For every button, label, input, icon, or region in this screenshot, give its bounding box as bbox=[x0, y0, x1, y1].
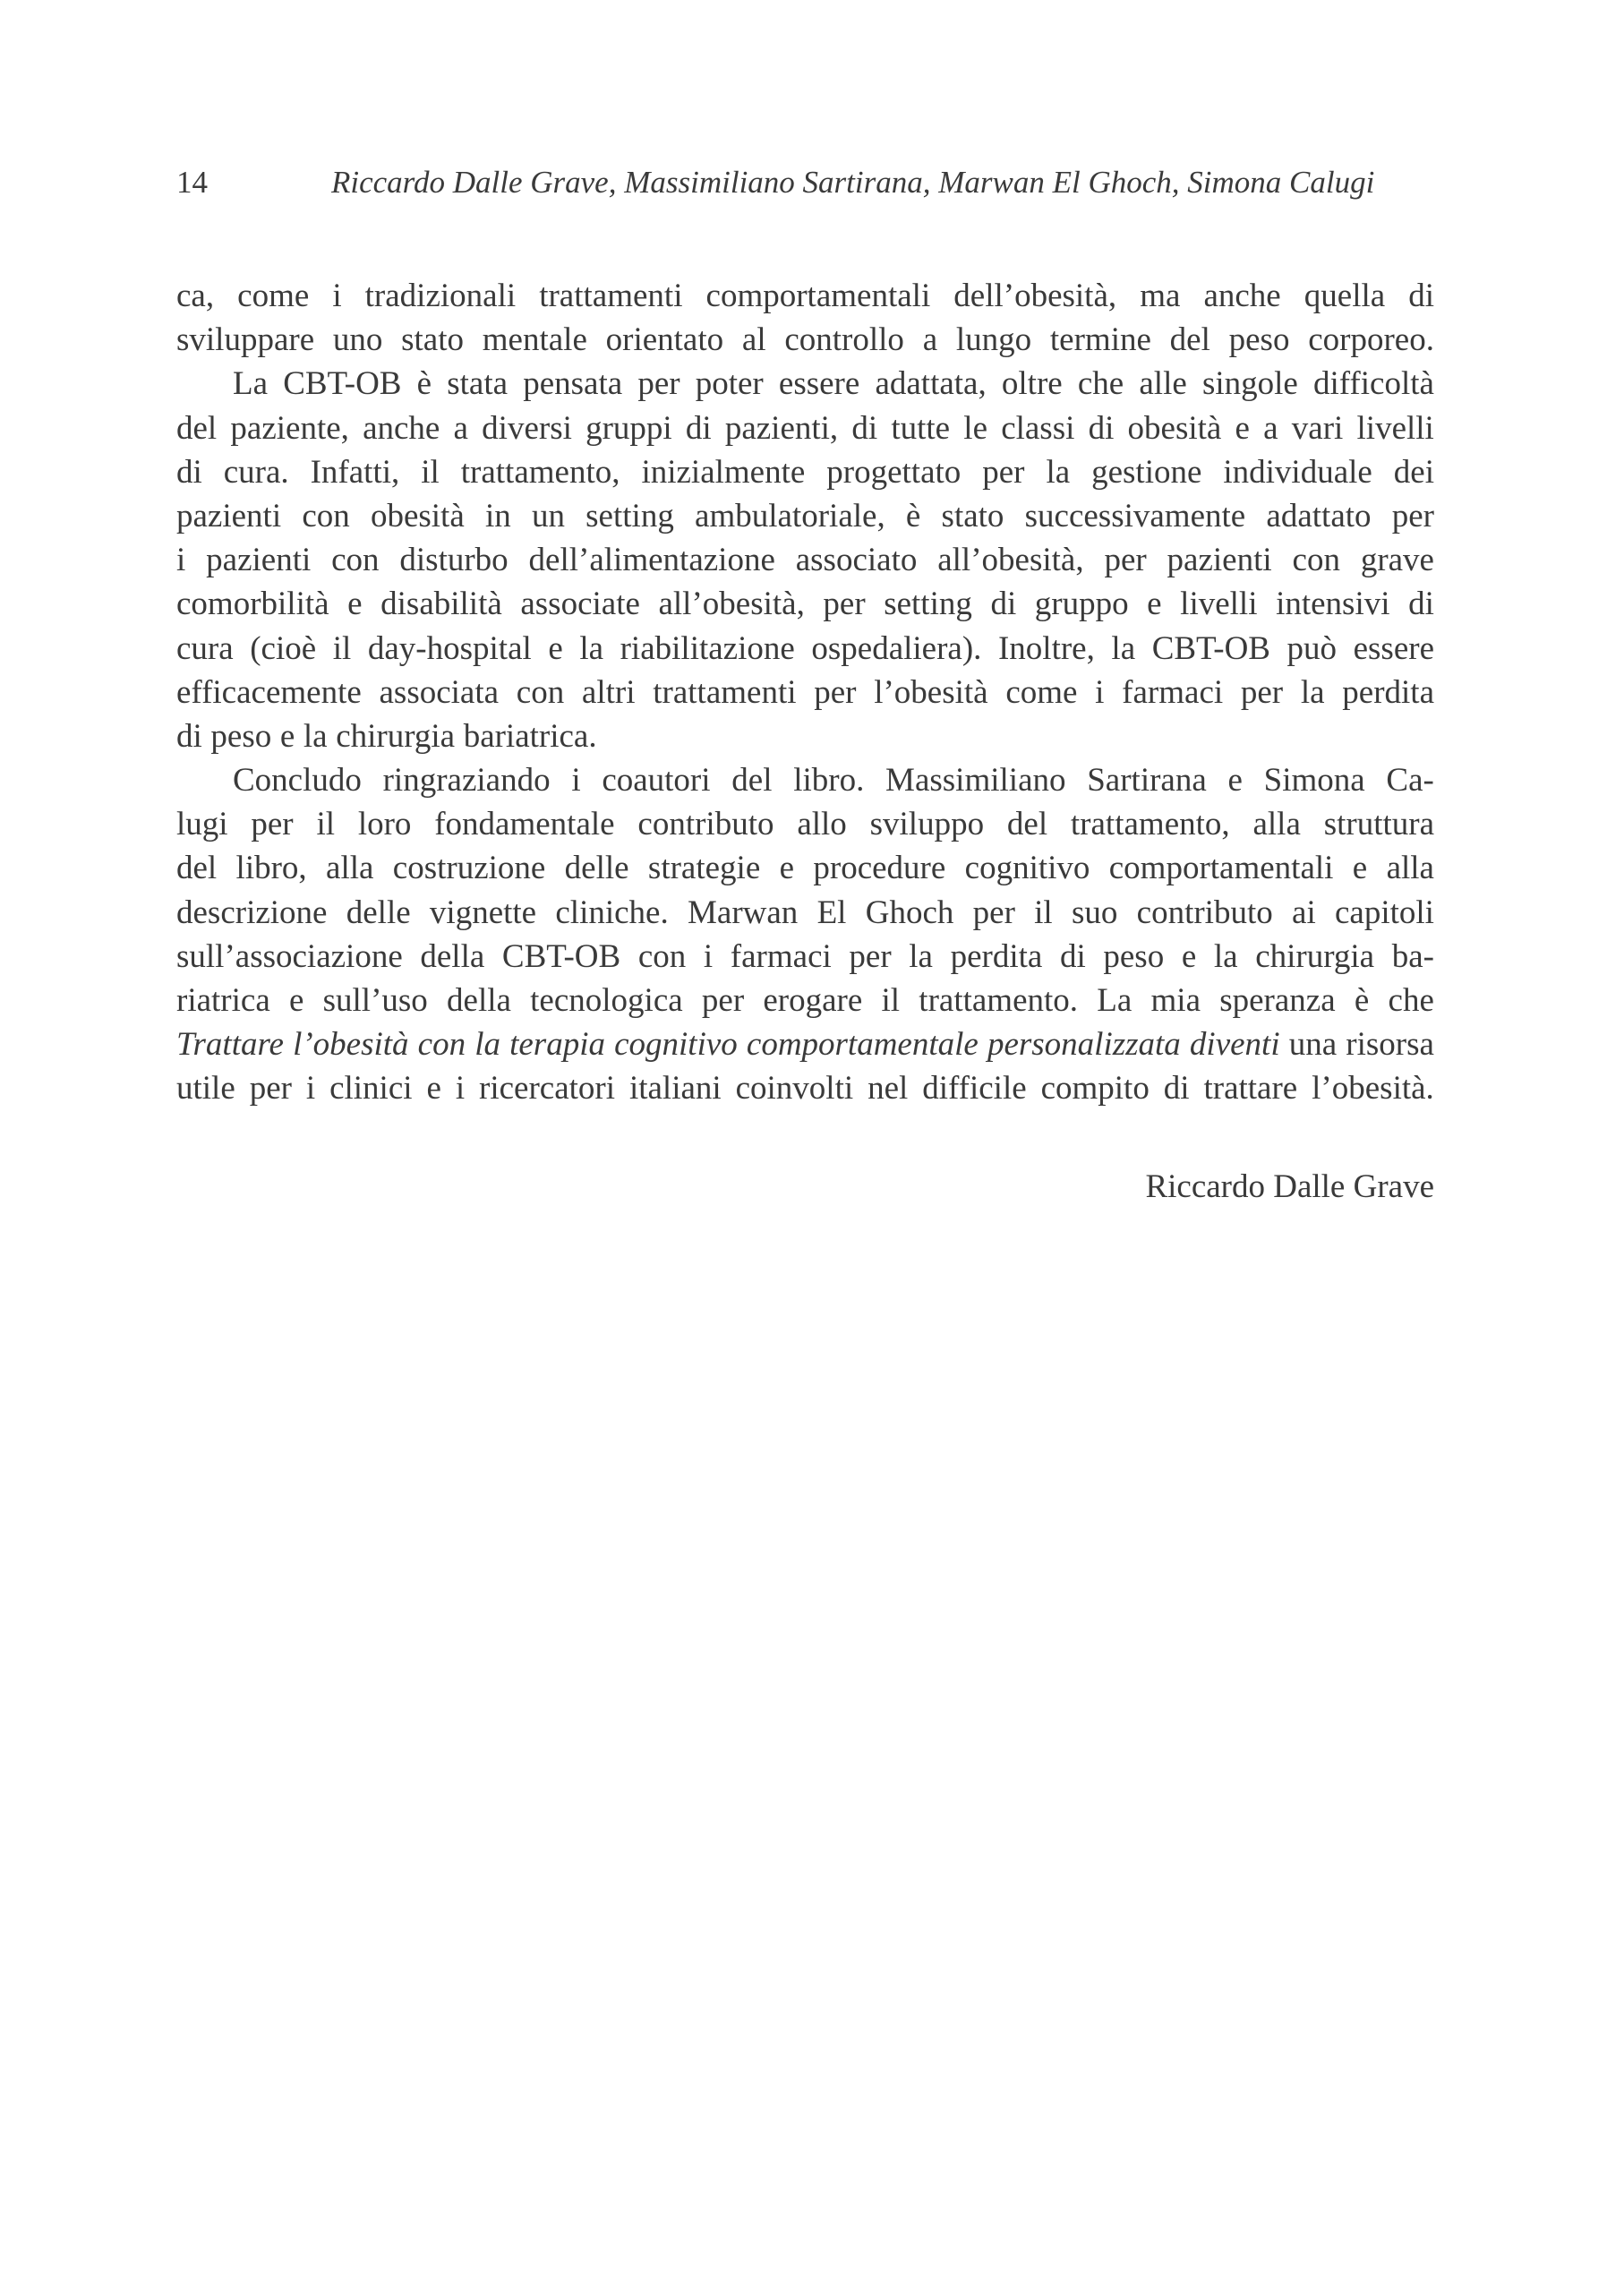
word: nel bbox=[868, 1070, 909, 1108]
word: individuale bbox=[1223, 453, 1372, 491]
word: il bbox=[421, 453, 440, 491]
word: i bbox=[305, 1070, 316, 1108]
word: ai bbox=[1292, 894, 1316, 931]
word: CBT-OB bbox=[1151, 629, 1270, 667]
word: della bbox=[447, 982, 511, 1019]
word: la bbox=[909, 937, 933, 975]
italic-word: diventi bbox=[1189, 1026, 1280, 1064]
word: libro. bbox=[793, 762, 865, 800]
word: di bbox=[990, 586, 1017, 623]
word: anche bbox=[1203, 278, 1281, 314]
word: una bbox=[1288, 1026, 1338, 1064]
word: Ca- bbox=[1386, 762, 1434, 800]
text-line bbox=[176, 935, 1434, 979]
word: erogare bbox=[763, 982, 863, 1019]
word: del bbox=[176, 409, 218, 447]
word: dell’alimentazione bbox=[528, 542, 775, 579]
word: poter bbox=[695, 365, 764, 403]
word: per bbox=[814, 673, 857, 711]
word: per bbox=[1240, 673, 1284, 711]
word: all’obesità, bbox=[937, 542, 1084, 579]
word: ospedaliera). bbox=[811, 629, 982, 667]
word: gruppo bbox=[1034, 586, 1129, 623]
word: El bbox=[816, 894, 847, 931]
word: anche bbox=[363, 409, 440, 447]
word: loro bbox=[357, 806, 412, 843]
word: strategie bbox=[647, 850, 761, 887]
word: il bbox=[332, 629, 352, 667]
word: farmaci bbox=[730, 937, 832, 975]
header-authors: Riccardo Dalle Grave, Massimiliano Sartirana, Marwan El Ghoch, Simona Calugi bbox=[331, 165, 1375, 200]
word: comorbilità bbox=[176, 586, 329, 623]
word: allo bbox=[797, 806, 847, 843]
word: compito bbox=[1040, 1070, 1150, 1108]
word: adattata, bbox=[875, 365, 987, 403]
text-line bbox=[176, 582, 1434, 626]
word: intensivi bbox=[1276, 586, 1390, 623]
word: sviluppare bbox=[176, 321, 315, 359]
word: è bbox=[905, 497, 921, 535]
word: è bbox=[1354, 982, 1370, 1019]
italic-word: l’obesità bbox=[293, 1026, 409, 1064]
word: e bbox=[1147, 586, 1162, 623]
word: di bbox=[1163, 1070, 1190, 1108]
word: quella bbox=[1303, 278, 1386, 314]
word: stata bbox=[447, 365, 509, 403]
text-line bbox=[176, 1022, 1434, 1066]
word: al bbox=[741, 321, 766, 359]
word: i bbox=[455, 1070, 466, 1108]
word: uno bbox=[332, 321, 383, 359]
word: La bbox=[1097, 982, 1133, 1019]
word: inizialmente bbox=[641, 453, 806, 491]
text-line bbox=[176, 802, 1434, 846]
word: a bbox=[1263, 409, 1278, 447]
word: difficile bbox=[922, 1070, 1027, 1108]
word: che bbox=[1077, 365, 1124, 403]
word: coinvolti bbox=[735, 1070, 854, 1108]
word: adattato bbox=[1266, 497, 1372, 535]
word: per bbox=[637, 365, 680, 403]
word: di bbox=[685, 409, 712, 447]
word: Simona bbox=[1263, 762, 1365, 800]
word: descrizione bbox=[176, 894, 328, 931]
word: clinici bbox=[329, 1070, 413, 1108]
word: pensata bbox=[523, 365, 623, 403]
word: per bbox=[972, 894, 1015, 931]
word: in bbox=[484, 497, 511, 535]
word: i bbox=[703, 937, 714, 975]
word: l’obesità bbox=[874, 673, 988, 711]
word: contributo bbox=[1136, 894, 1273, 931]
word: farmaci bbox=[1122, 673, 1224, 711]
word: e bbox=[347, 586, 363, 623]
word: difficoltà bbox=[1312, 365, 1434, 403]
word: un bbox=[531, 497, 565, 535]
word: alle bbox=[1139, 365, 1187, 403]
word: costruzione bbox=[392, 850, 546, 887]
word: chirurgia bbox=[1255, 937, 1375, 975]
word: tradizionali bbox=[364, 278, 517, 314]
word: chirurgia bbox=[336, 717, 456, 755]
word: per bbox=[1391, 497, 1434, 535]
word: del bbox=[731, 762, 773, 800]
word: associata bbox=[379, 673, 500, 711]
word: associato bbox=[795, 542, 918, 579]
word: contributo bbox=[637, 806, 774, 843]
word: per bbox=[701, 982, 745, 1019]
word: ricercatori bbox=[479, 1070, 616, 1108]
word: trattamento, bbox=[460, 453, 620, 491]
word: Sartirana bbox=[1087, 762, 1207, 800]
word: i bbox=[176, 542, 186, 579]
word: Infatti, bbox=[310, 453, 400, 491]
word: struttura bbox=[1323, 806, 1434, 843]
word: di bbox=[1408, 278, 1434, 314]
word: le bbox=[963, 409, 987, 447]
text-line bbox=[176, 538, 1434, 582]
italic-word: cognitivo bbox=[614, 1026, 738, 1064]
text-line bbox=[176, 846, 1434, 890]
word: riatrica bbox=[176, 982, 270, 1019]
word: e bbox=[426, 1070, 441, 1108]
word: la bbox=[1111, 629, 1136, 667]
word: per bbox=[1104, 542, 1147, 579]
word: procedure bbox=[813, 850, 946, 887]
body-text bbox=[176, 274, 1434, 1111]
word: gestione bbox=[1091, 453, 1202, 491]
word: (cioè bbox=[250, 629, 317, 667]
word: essere bbox=[778, 365, 860, 403]
text-line bbox=[176, 671, 1434, 714]
word: obesità bbox=[370, 497, 465, 535]
word: setting bbox=[884, 586, 972, 623]
word: day-hospital bbox=[367, 629, 532, 667]
word: come bbox=[237, 278, 310, 314]
word: associate bbox=[520, 586, 640, 623]
word: è bbox=[416, 365, 432, 403]
word: la bbox=[303, 717, 328, 755]
word: di bbox=[1059, 937, 1086, 975]
word: del bbox=[1169, 321, 1210, 359]
word: l’obesità. bbox=[1312, 1070, 1434, 1108]
signature: Riccardo Dalle Grave bbox=[1145, 1168, 1434, 1205]
word: disabilità bbox=[380, 586, 502, 623]
word: cliniche. bbox=[555, 894, 669, 931]
word: di bbox=[851, 409, 878, 447]
word: alla bbox=[1386, 850, 1434, 887]
word: pazienti, bbox=[724, 409, 839, 447]
text-line bbox=[176, 450, 1434, 494]
word: coautori bbox=[602, 762, 711, 800]
word: ma bbox=[1140, 278, 1181, 314]
word: trattamenti bbox=[653, 673, 797, 711]
word: e bbox=[1181, 937, 1197, 975]
word: livelli bbox=[1356, 409, 1434, 447]
word: della bbox=[420, 937, 485, 975]
word: i bbox=[1095, 673, 1105, 711]
word: il bbox=[316, 806, 335, 843]
word: CBT-OB bbox=[501, 937, 621, 975]
text-line bbox=[176, 714, 1434, 758]
word: speranza bbox=[1219, 982, 1336, 1019]
word: Concludo bbox=[233, 762, 362, 800]
word: paziente, bbox=[230, 409, 349, 447]
word: classi bbox=[1001, 409, 1075, 447]
word: e bbox=[288, 982, 304, 1019]
word: la bbox=[1046, 453, 1071, 491]
word: cognitivo bbox=[964, 850, 1090, 887]
word: a bbox=[453, 409, 468, 447]
word: trattamento. bbox=[919, 982, 1079, 1019]
word: il bbox=[881, 982, 901, 1019]
word: livelli bbox=[1180, 586, 1258, 623]
word: la bbox=[1213, 937, 1238, 975]
word: progettato bbox=[826, 453, 962, 491]
word: corporeo. bbox=[1308, 321, 1434, 359]
word: CBT-OB bbox=[283, 365, 402, 403]
word: riabilitazione bbox=[620, 629, 795, 667]
word: oltre bbox=[1001, 365, 1063, 403]
word: comportamentali bbox=[705, 278, 931, 314]
italic-word: terapia bbox=[509, 1026, 605, 1064]
word: delle bbox=[346, 894, 411, 931]
word: lungo bbox=[955, 321, 1032, 359]
word: risorsa bbox=[1346, 1026, 1434, 1064]
word: vari bbox=[1291, 409, 1344, 447]
italic-word: personalizzata bbox=[987, 1026, 1181, 1064]
word: peso bbox=[210, 717, 272, 755]
word: con bbox=[637, 937, 687, 975]
word: vignette bbox=[429, 894, 537, 931]
word: stato bbox=[941, 497, 1004, 535]
word: la bbox=[579, 629, 604, 667]
text-line bbox=[176, 362, 1434, 406]
word: stato bbox=[401, 321, 465, 359]
word: il bbox=[1034, 894, 1053, 931]
text-line bbox=[176, 891, 1434, 935]
text-line bbox=[176, 758, 1434, 802]
word: cura. bbox=[223, 453, 289, 491]
word: disturbo bbox=[399, 542, 509, 579]
page-number: 14 bbox=[176, 165, 208, 200]
word: che bbox=[1388, 982, 1434, 1019]
word: Marwan bbox=[688, 894, 799, 931]
italic-word: comportamentale bbox=[746, 1026, 979, 1064]
word: tutte bbox=[891, 409, 951, 447]
text-line bbox=[176, 494, 1434, 538]
italic-word: Trattare bbox=[176, 1026, 284, 1064]
text-line bbox=[176, 1066, 1434, 1110]
word: utile bbox=[176, 1070, 235, 1108]
word: di bbox=[176, 717, 202, 755]
word: sull’associazione bbox=[176, 937, 403, 975]
word: bariatrica. bbox=[463, 717, 597, 755]
word: grave bbox=[1360, 542, 1434, 579]
word: e bbox=[279, 717, 295, 755]
word: ambulatoriale, bbox=[695, 497, 885, 535]
italic-word: con bbox=[417, 1026, 466, 1064]
word: efficacemente bbox=[176, 673, 362, 711]
word: diversi bbox=[482, 409, 572, 447]
word: di bbox=[176, 453, 202, 491]
word: Inoltre, bbox=[997, 629, 1095, 667]
word: comportamentali bbox=[1108, 850, 1334, 887]
word: la bbox=[1300, 673, 1325, 711]
word: alla bbox=[1252, 806, 1301, 843]
word: La bbox=[233, 365, 269, 403]
word: con bbox=[302, 497, 350, 535]
word: trattare bbox=[1203, 1070, 1298, 1108]
word: di bbox=[1408, 586, 1434, 623]
word: trattamenti bbox=[539, 278, 683, 314]
word: con bbox=[331, 542, 380, 579]
word: i bbox=[332, 278, 342, 314]
word: per bbox=[982, 453, 1025, 491]
word: e bbox=[1235, 409, 1250, 447]
word: mentale bbox=[482, 321, 587, 359]
word: essere bbox=[1353, 629, 1434, 667]
word: controllo bbox=[784, 321, 904, 359]
word: perdita bbox=[1342, 673, 1434, 711]
word: con bbox=[516, 673, 565, 711]
word: setting bbox=[585, 497, 674, 535]
word: i bbox=[571, 762, 581, 800]
text-line bbox=[176, 274, 1434, 318]
word: sull’uso bbox=[322, 982, 428, 1019]
word: fondamentale bbox=[434, 806, 615, 843]
word: mia bbox=[1150, 982, 1201, 1019]
word: a bbox=[922, 321, 938, 359]
word: dell’obesità, bbox=[953, 278, 1117, 314]
word: dei bbox=[1393, 453, 1434, 491]
word: per bbox=[849, 937, 892, 975]
word: altri bbox=[581, 673, 636, 711]
word: singole bbox=[1201, 365, 1298, 403]
word: e bbox=[1352, 850, 1368, 887]
word: successivamente bbox=[1024, 497, 1246, 535]
word: Massimiliano bbox=[885, 762, 1066, 800]
word: e bbox=[548, 629, 563, 667]
word: può bbox=[1286, 629, 1338, 667]
word: sviluppo bbox=[869, 806, 985, 843]
word: trattamento, bbox=[1070, 806, 1230, 843]
text-line bbox=[176, 318, 1434, 362]
running-header bbox=[176, 159, 1434, 206]
word: come bbox=[1005, 673, 1078, 711]
text-line bbox=[176, 627, 1434, 671]
word: perdita bbox=[950, 937, 1043, 975]
word: per bbox=[249, 1070, 292, 1108]
word: peso bbox=[1228, 321, 1290, 359]
word: tecnologica bbox=[530, 982, 683, 1019]
word: con bbox=[1292, 542, 1340, 579]
word: orientato bbox=[605, 321, 724, 359]
word: per bbox=[251, 806, 294, 843]
word: peso bbox=[1103, 937, 1165, 975]
word: capitoli bbox=[1334, 894, 1434, 931]
text-line bbox=[176, 406, 1434, 450]
word: cura bbox=[176, 629, 234, 667]
word: ringraziando bbox=[382, 762, 551, 800]
word: e bbox=[1227, 762, 1243, 800]
word: pazienti bbox=[176, 497, 282, 535]
word: ba- bbox=[1391, 937, 1434, 975]
word: alla bbox=[326, 850, 374, 887]
word: pazienti bbox=[1167, 542, 1272, 579]
text-line bbox=[176, 979, 1434, 1022]
word: Ghoch bbox=[865, 894, 954, 931]
word: del bbox=[1006, 806, 1048, 843]
italic-word: la bbox=[474, 1026, 500, 1064]
word: pazienti bbox=[206, 542, 312, 579]
word: delle bbox=[564, 850, 629, 887]
word: di bbox=[1088, 409, 1115, 447]
word: termine bbox=[1049, 321, 1151, 359]
word: lugi bbox=[176, 806, 228, 843]
word: libro, bbox=[235, 850, 307, 887]
word: ca, bbox=[176, 278, 215, 314]
word: gruppi bbox=[585, 409, 672, 447]
word: suo bbox=[1071, 894, 1118, 931]
word: e bbox=[779, 850, 795, 887]
word: del bbox=[176, 850, 218, 887]
word: italiani bbox=[628, 1070, 722, 1108]
word: all’obesità, bbox=[658, 586, 805, 623]
word: obesità bbox=[1127, 409, 1222, 447]
word: per bbox=[823, 586, 866, 623]
